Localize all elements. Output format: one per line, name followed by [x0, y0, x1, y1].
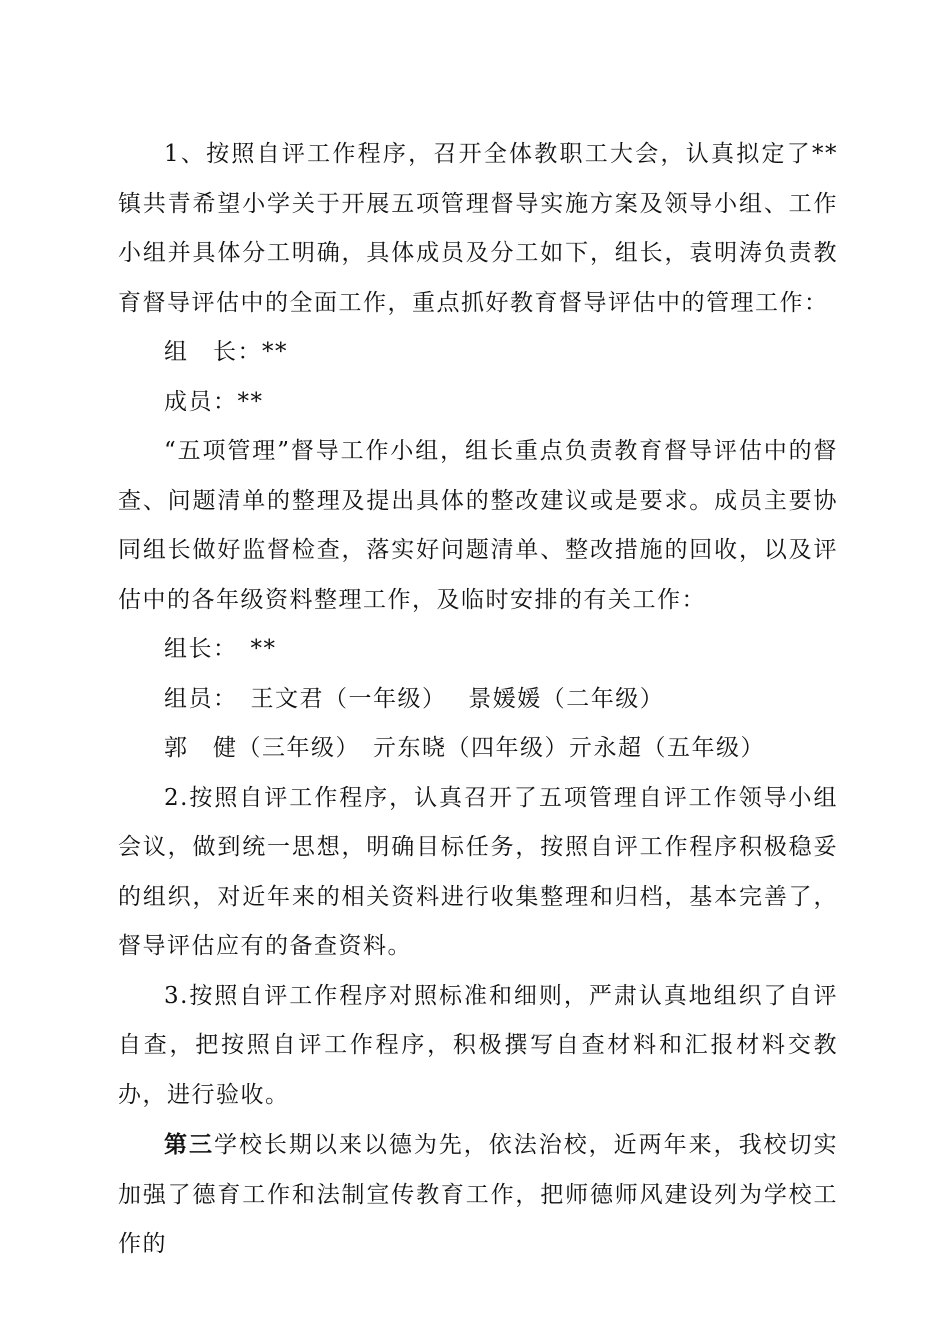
- paragraph-group-members-1: 组员： 王文君（一年级） 景媛媛（二年级）: [164, 685, 665, 712]
- paragraph-members: 成员：**: [164, 388, 264, 415]
- paragraph-work-group-leader: 组长： **: [164, 636, 277, 662]
- paragraph-group-leader: 组 长：**: [164, 339, 288, 365]
- paragraph-third-text: 学校长期以来以德为先，依法治校，近两年来，我校切实加强了德育工作和法制宣传教育工作，把师德师风建设列为学校工作的: [118, 1132, 839, 1257]
- paragraph-2: 2.按照自评工作程序，认真召开了五项管理自评工作领导小组会议，做到统一思想，明确目标任务，按照自评工作程序积极稳妥的组织，对近年来的相关资料进行收集整理和归档，基本完善了，督导评估应有的备查资料。: [118, 784, 838, 959]
- paragraph-work-group: “五项管理”督导工作小组，组长重点负责教育督导评估中的督查、问题清单的整理及提出具体的整改建议或是要求。成员主要协同组长做好监督检查，落实好问题清单、整改措施的回收，以及评估中的各年级资料整理工作，及临时安排的有关工作：: [118, 438, 838, 613]
- paragraph-third-lead: 第三: [164, 1131, 214, 1158]
- paragraph-1: 1、按照自评工作程序，召开全体教职工大会，认真拟定了**镇共青希望小学关于开展五项管理督导实施方案及领导小组、工作小组并具体分工明确，具体成员及分工如下，组长，袁明涛负责教育督导评估中的全面工作，重点抓好教育督导评估中的管理工作：: [118, 141, 838, 316]
- paragraph-group-members-2: 郭 健（三年级） 亓东晓（四年级）亓永超（五年级）: [164, 735, 765, 761]
- document-body: [118, 130, 838, 1270]
- paragraph-third: [118, 1120, 838, 1270]
- paragraph-3: 3.按照自评工作程序对照标准和细则，严肃认真地组织了自评自查，把按照自评工作程序，积极撰写自查材料和汇报材料交教办，进行验收。: [118, 982, 838, 1108]
